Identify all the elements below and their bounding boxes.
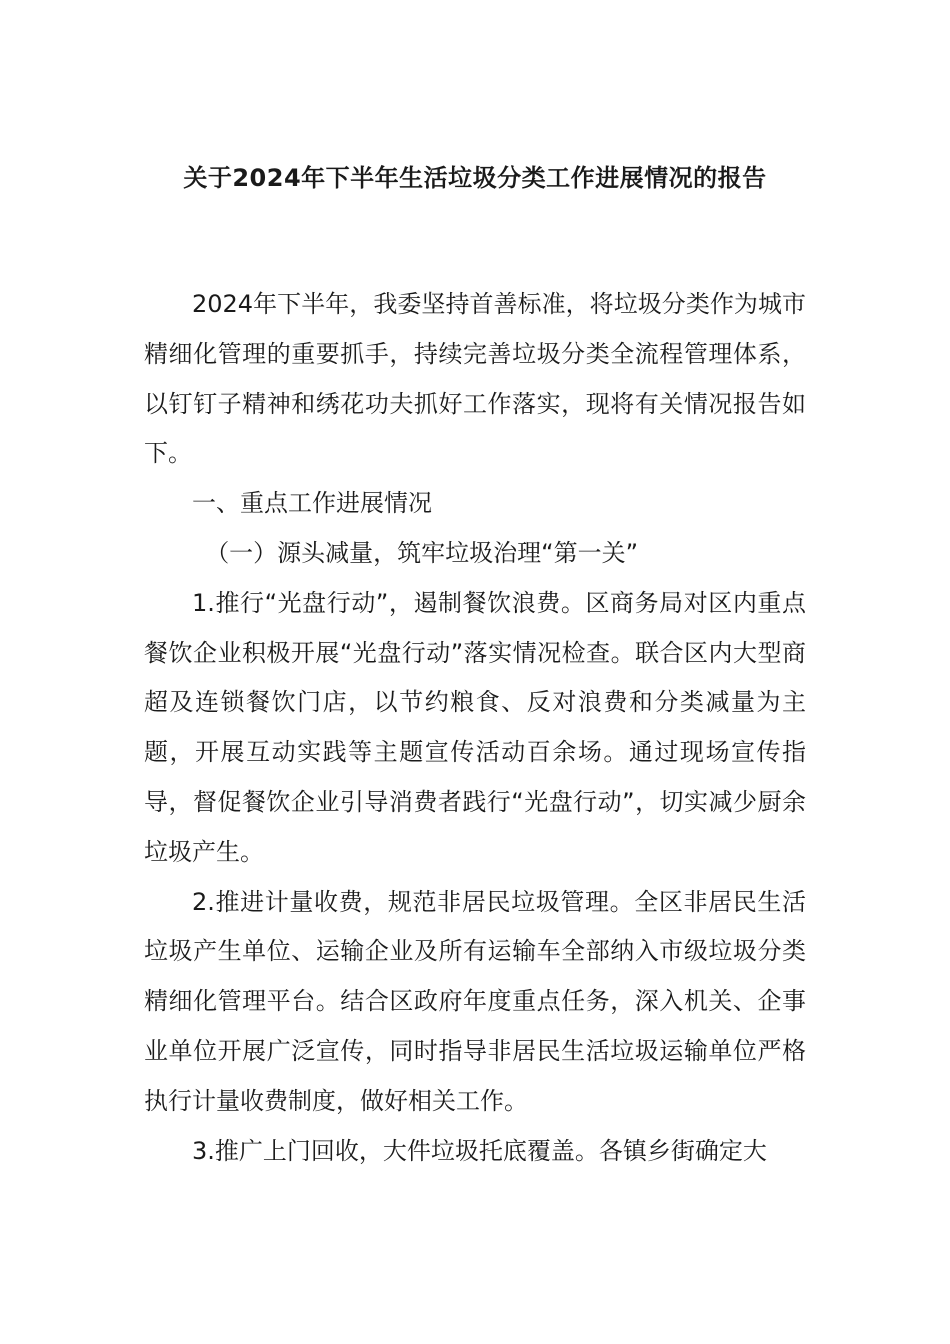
section-heading: 一、重点工作进展情况 [192, 489, 432, 518]
item-paragraph-1: 1.推行“光盘行动”，遏制餐饮浪费。区商务局对区内重点餐饮企业积极开展“光盘行动”落实情况检查。联合区内大型商超及连锁餐饮门店，以节约粮食、反对浪费和分类减量为主题，开展互动实践等主题宣传活动百余场。通过现场宣传指导，督促餐饮企业引导消费者践行“光盘行动”，切实减少厨余垃圾产生。 [144, 588, 806, 866]
item-paragraph-2: 2.推进计量收费，规范非居民垃圾管理。全区非居民生活垃圾产生单位、运输企业及所有运输车全部纳入市级垃圾分类精细化管理平台。结合区政府年度重点任务，深入机关、企事业单位开展广泛宣传，同时指导非居民生活垃圾运输单位严格执行计量收费制度，做好相关工作。 [144, 887, 806, 1115]
intro-paragraph: 2024年下半年，我委坚持首善标准，将垃圾分类作为城市精细化管理的重要抓手，持续完善垃圾分类全流程管理体系，以钉钉子精神和绣花功夫抓好工作落实，现将有关情况报告如下。 [144, 290, 806, 468]
document-body [144, 280, 806, 1176]
document-title: 关于2024年下半年生活垃圾分类工作进展情况的报告 [183, 164, 767, 192]
subsection-heading: （一）源头减量，筑牢垃圾治理“第一关” [205, 538, 639, 567]
item-paragraph-3: 3.推广上门回收，大件垃圾托底覆盖。各镇乡街确定大 [192, 1136, 767, 1165]
